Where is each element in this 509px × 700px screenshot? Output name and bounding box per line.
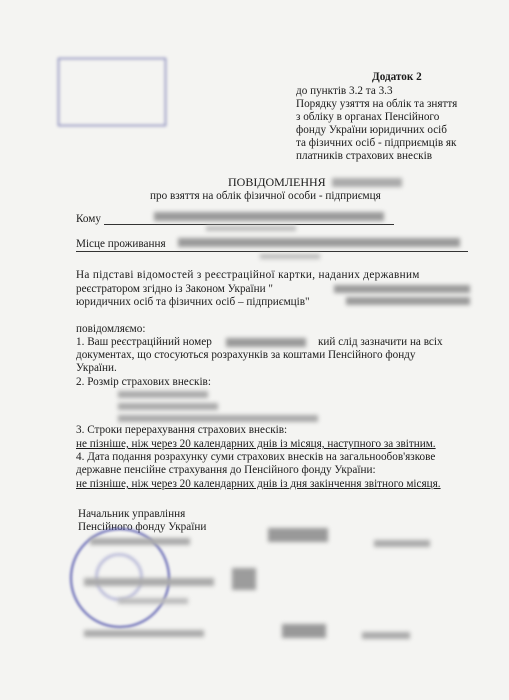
item1-text-d: України. [76,362,117,374]
appendix-line: з обліку в органах Пенсійного [296,111,440,123]
redacted-bottom-signature [282,624,326,638]
notify-label: повідомляємо: [76,323,146,335]
redacted-bottom-name [362,632,410,639]
redacted-stamp-mark [232,568,256,590]
redacted-date-sub [118,598,188,604]
item4-text-a: 4. Дата подання розрахунку суми страхових внесків на загальнообов'язкове [76,451,436,463]
redacted-signatory-name [374,540,430,547]
item3-text: 3. Строки перерахування страхових внесків: [76,424,288,436]
redacted-law-name [334,285,470,293]
item1-text-a: 1. Ваш реєстраційний номер [76,336,212,348]
redacted-department [90,538,190,545]
redacted-registration-number [226,338,306,347]
signatory-title-2: Пенсійного фонду України [78,521,207,533]
signatory-title-1: Начальник управління [78,508,186,520]
registration-stamp [58,58,166,126]
basis-line-1: На підставі відомостей з реєстраційної картки, наданих державним [76,269,420,281]
residence-label: Місце проживання [76,238,166,250]
basis-line-2: реєстратором згідно із Законом України " [76,283,273,295]
appendix-line: до пунктів 3.2 та 3.3 [296,85,393,97]
notice-subheading: про взяття на облік фізичної особи - підприємця [150,190,381,202]
appendix-line: фонду України юридичних осіб [296,124,447,136]
appendix-note [296,85,457,163]
notice-heading: ПОВІДОМЛЕННЯ [228,175,326,189]
item1-text-c: документах, що стосуються розрахунків за коштами Пенсійного фонду [76,349,416,361]
redacted-hint [206,226,296,231]
appendix-title: Додаток 2 [372,71,422,83]
redacted-rate-2 [118,403,218,410]
redacted-address [178,238,460,247]
item4-text-b: державне пенсійне страхування до Пенсійного фонду України: [76,464,376,476]
appendix-line: платників страхових внесків [296,150,433,162]
recipient-label: Кому [76,213,101,225]
item1-text-b: кий слід зазначити на всіх [318,336,443,348]
item2-text: 2. Розмір страхових внесків: [76,376,211,388]
redacted-signature [268,528,328,542]
redacted-recipient [154,212,384,221]
appendix-line: Порядку узяття на облік та зняття [296,98,458,110]
round-seal-inner [96,554,142,600]
redacted-rate-3 [118,415,318,422]
redacted-registrar [346,297,470,305]
redacted-date [84,578,214,586]
redacted-address-hint [260,254,320,259]
item4-value: не пізніше, ніж через 20 календарних днів із дня закінчення звітного місяця. [76,478,441,490]
recipient-line [104,224,394,225]
redacted-rate-1 [118,391,208,398]
redacted-number [332,178,402,187]
residence-line [76,251,468,252]
redacted-bottom-left [84,630,204,637]
appendix-line: та фізичних осіб - підприємців як [296,137,457,149]
item3-value: не пізніше, ніж через 20 календарних днів із місяця, наступного за звітним. [76,438,436,450]
basis-line-3: юридичних осіб та фізичних осіб – підприємців" [76,296,310,308]
